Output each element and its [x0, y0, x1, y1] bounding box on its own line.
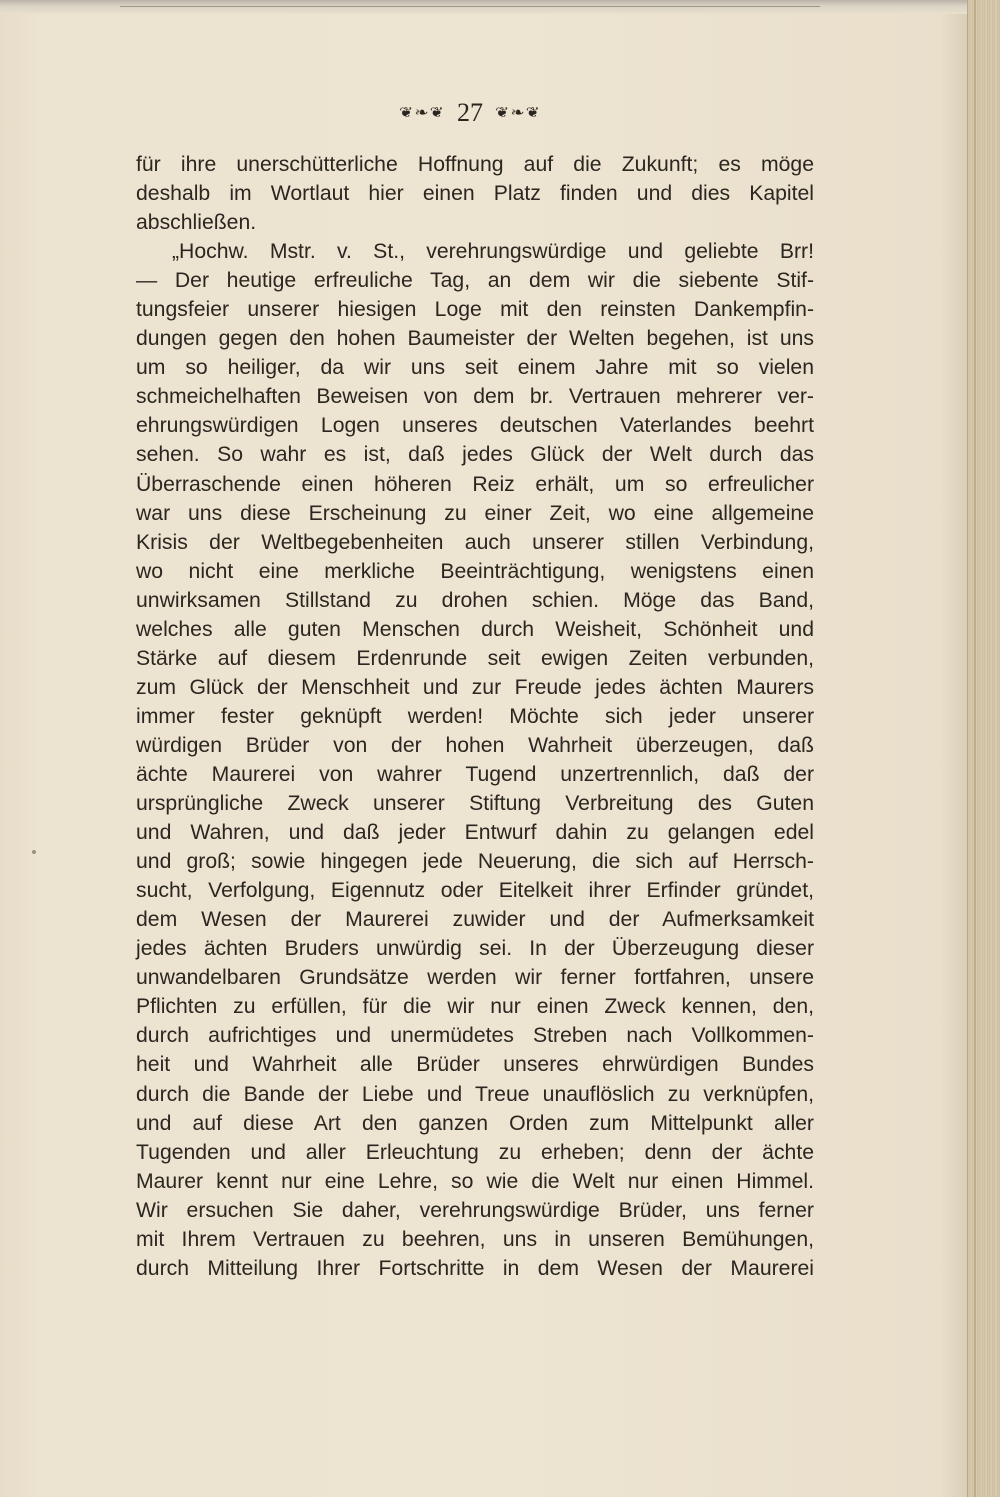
paper-speck — [32, 850, 36, 854]
text-line: um so heiliger, da wir uns seit einem Jahre mit so vielen — [136, 356, 814, 380]
text-line: heit und Wahrheit alle Brüder unseres ehrwürdigen Bundes — [136, 1053, 814, 1077]
text-line: durch die Bande der Liebe und Treue unauflöslich zu verknüpfen, — [136, 1082, 814, 1106]
ornament-left-icon: ❦❧❦ — [398, 105, 445, 121]
text-line: war uns diese Erscheinung zu einer Zeit, wo eine allgemeine — [136, 501, 814, 525]
text-line: schmeichelhaften Beweisen von dem br. Vertrauen mehrerer ver- — [136, 385, 814, 409]
text-line: deshalb im Wortlaut hier einen Platz finden und dies Kapitel — [136, 182, 814, 206]
text-line: Krisis der Weltbegebenheiten auch unserer stillen Verbindung, — [136, 530, 814, 554]
text-line: ursprüngliche Zweck unserer Stiftung Verbreitung des Guten — [136, 792, 814, 816]
text-line: würdigen Brüder von der hohen Wahrheit überzeugen, daß — [136, 733, 814, 757]
text-line: Tugenden und aller Erleuchtung zu erheben; denn der ächte — [136, 1140, 814, 1164]
text-line: welches alle guten Menschen durch Weisheit, Schönheit und — [136, 617, 814, 641]
text-line: unwandelbaren Grundsätze werden wir ferner fortfahren, unsere — [136, 966, 814, 990]
text-line: Stärke auf diesem Erdenrunde seit ewigen Zeiten verbunden, — [136, 646, 814, 670]
text-line: sehen. So wahr es ist, daß jedes Glück der Welt durch das — [136, 443, 814, 467]
text-line: Pflichten zu erfüllen, für die wir nur einen Zweck kennen, den, — [136, 995, 814, 1019]
page-top-edge — [0, 0, 1000, 14]
text-line: immer fester geknüpft werden! Möchte sich jeder unserer — [136, 704, 814, 728]
text-line: zum Glück der Menschheit und zur Freude jedes ächten Maurers — [136, 675, 814, 699]
text-line: Überraschende einen höheren Reiz erhält, um so erfreulicher — [136, 472, 814, 496]
text-line: ehrungswürdigen Logen unseres deutschen Vaterlandes beehrt — [136, 414, 814, 438]
text-line: jedes ächten Bruders unwürdig sei. In der Überzeugung dieser — [136, 937, 814, 961]
text-line: unwirksamen Stillstand zu drohen schien. Möge das Band, — [136, 588, 814, 612]
text-line: und auf diese Art den ganzen Orden zum Mittelpunkt aller — [136, 1111, 814, 1135]
text-line: tungsfeier unserer hiesigen Loge mit den reinsten Dankempfin- — [136, 298, 814, 322]
running-header — [0, 98, 940, 128]
text-line: sucht, Verfolgung, Eigennutz oder Eitelkeit ihrer Erfinder gründet, — [136, 879, 814, 903]
text-line: und Wahren, und daß jeder Entwurf dahin zu gelangen edel — [136, 821, 814, 845]
text-line: für ihre unerschütterliche Hoffnung auf die Zukunft; es möge — [136, 153, 814, 176]
text-line: mit Ihrem Vertrauen zu beehren, uns in unseren Bemühungen, — [136, 1227, 814, 1251]
ornament-right-icon: ❦❧❦ — [495, 105, 542, 121]
text-line: — Der heutige erfreuliche Tag, an dem wir die siebente Stif- — [136, 269, 814, 293]
text-line: dem Wesen der Maurerei zuwider und der Aufmerksamkeit — [136, 908, 814, 932]
text-line: Maurer kennt nur eine Lehre, so wie die Welt nur einen Himmel. — [136, 1169, 814, 1193]
text-line: Wir ersuchen Sie daher, verehrungswürdige Brüder, uns ferner — [136, 1198, 814, 1222]
body-text — [136, 150, 814, 1283]
text-line: und groß; sowie hingegen jede Neuerung, die sich auf Herrsch- — [136, 850, 814, 874]
text-line: dungen gegen den hohen Baumeister der Welten begehen, ist uns — [136, 327, 814, 351]
page-number: 27 — [457, 98, 483, 127]
page-fore-edge — [967, 0, 1000, 1497]
text-line: abschließen. — [136, 211, 257, 235]
text-line: wo nicht eine merkliche Beeinträchtigung, wenigstens einen — [136, 559, 814, 583]
text-line: durch aufrichtiges und unermüdetes Streben nach Vollkommen- — [136, 1024, 814, 1048]
text-line: durch Mitteilung Ihrer Fortschritte in dem Wesen der Maurerei — [136, 1256, 814, 1280]
text-line: „Hochw. Mstr. v. St., verehrungswürdige und geliebte Brr! — [172, 240, 814, 264]
text-line: ächte Maurerei von wahrer Tugend unzertrennlich, daß der — [136, 762, 814, 786]
